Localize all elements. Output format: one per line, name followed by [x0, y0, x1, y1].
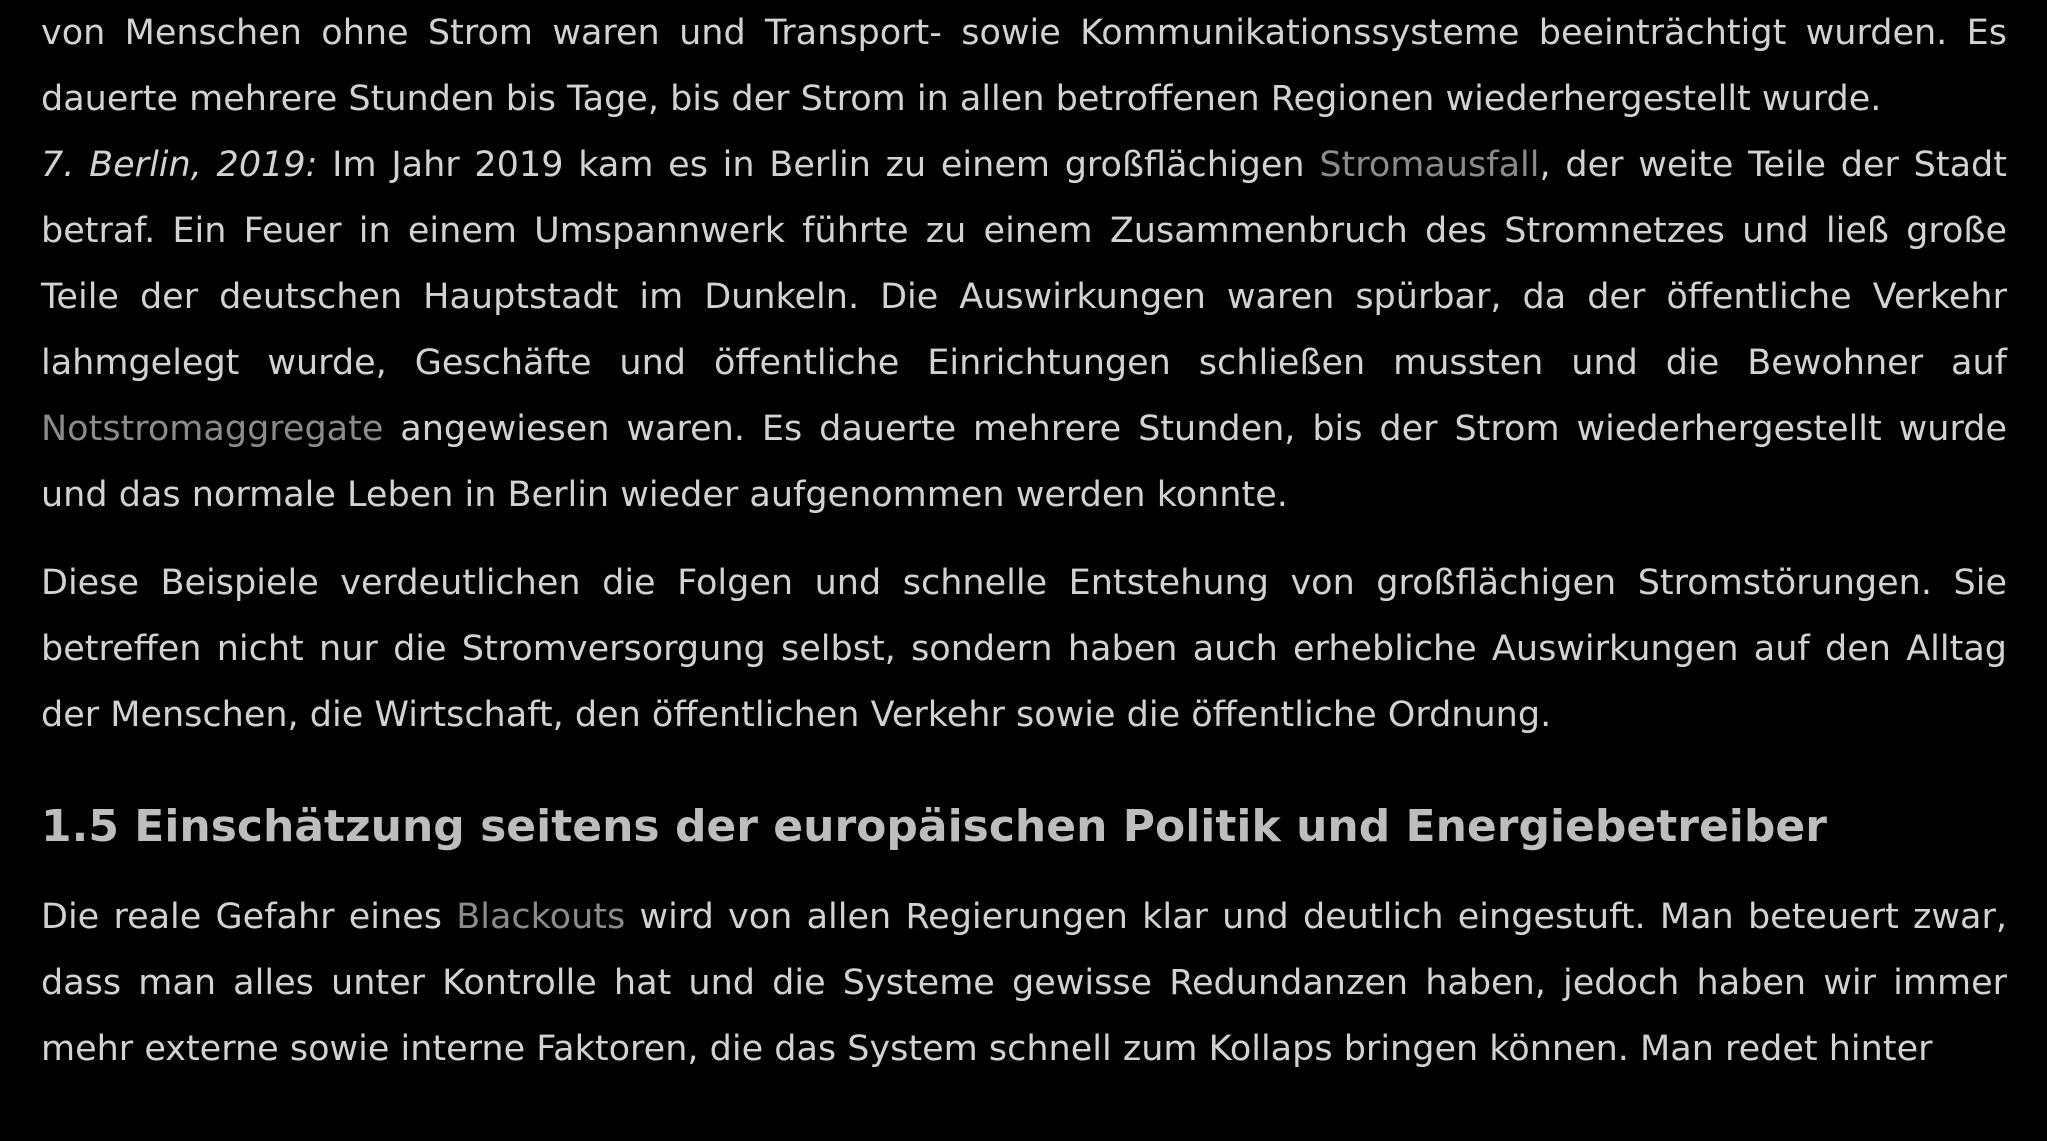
paragraph-text: Im Jahr 2019 kam es in Berlin zu einem großflächigen	[317, 145, 1320, 185]
paragraph-summary	[41, 550, 2007, 748]
section-heading: 1.5 Einschätzung seitens der europäischen Politik und Energiebetreiber	[41, 801, 1827, 852]
paragraph-text: , der weite Teile der Stadt betraf. Ein Feuer in einem Umspannwerk führte zu einem Zusammenbruch des Stromnetzes und ließ große Teile der deutschen Hauptstadt im Dunkeln. Die Auswirkungen waren spürbar, da der öffentliche Verkehr lahmgelegt wurde, Geschäfte und öffentliche Einrichtungen schließen mussten und die Bewohner auf	[41, 145, 2007, 383]
reader-page	[41, 0, 2007, 1082]
paragraph-berlin-2019	[41, 132, 2007, 528]
paragraph-text: angewiesen waren. Es dauerte mehrere Stunden, bis der Strom wiederhergestellt wurde und das normale Leben in Berlin wieder aufgenommen werden konnte.	[41, 409, 2007, 515]
link-blackouts[interactable]: Blackouts	[456, 897, 626, 937]
paragraph-continuation	[41, 0, 2007, 132]
link-notstromaggregate[interactable]: Notstromaggregate	[41, 409, 384, 449]
list-item-label: 7. Berlin, 2019:	[41, 145, 318, 185]
link-stromausfall[interactable]: Stromausfall	[1319, 145, 1540, 185]
paragraph-blackout-risk	[41, 884, 2007, 1082]
paragraph-text: Die reale Gefahr eines	[41, 897, 457, 937]
paragraph-text: von Menschen ohne Strom waren und Transport- sowie Kommunikationssysteme beeinträchtigt wurden. Es dauerte mehrere Stunden bis Tage, bis der Strom in allen betroffenen Regionen wiederhergestellt wurde.	[41, 13, 2007, 119]
paragraph-text: Diese Beispiele verdeutlichen die Folgen und schnelle Entstehung von großflächigen Stromstörungen. Sie betreffen nicht nur die Stromversorgung selbst, sondern haben auch erhebliche Auswirkungen auf den Alltag der Menschen, die Wirtschaft, den öffentlichen Verkehr sowie die öffentliche Ordnung.	[41, 563, 2007, 735]
paragraph-text: wird von allen Regierungen klar und deutlich eingestuft. Man beteuert zwar, dass man alles unter Kontrolle hat und die Systeme gewisse Redundanzen haben, jedoch haben wir immer mehr externe sowie interne Faktoren, die das System schnell zum Kollaps bringen können. Man redet hinter	[41, 897, 2007, 1069]
